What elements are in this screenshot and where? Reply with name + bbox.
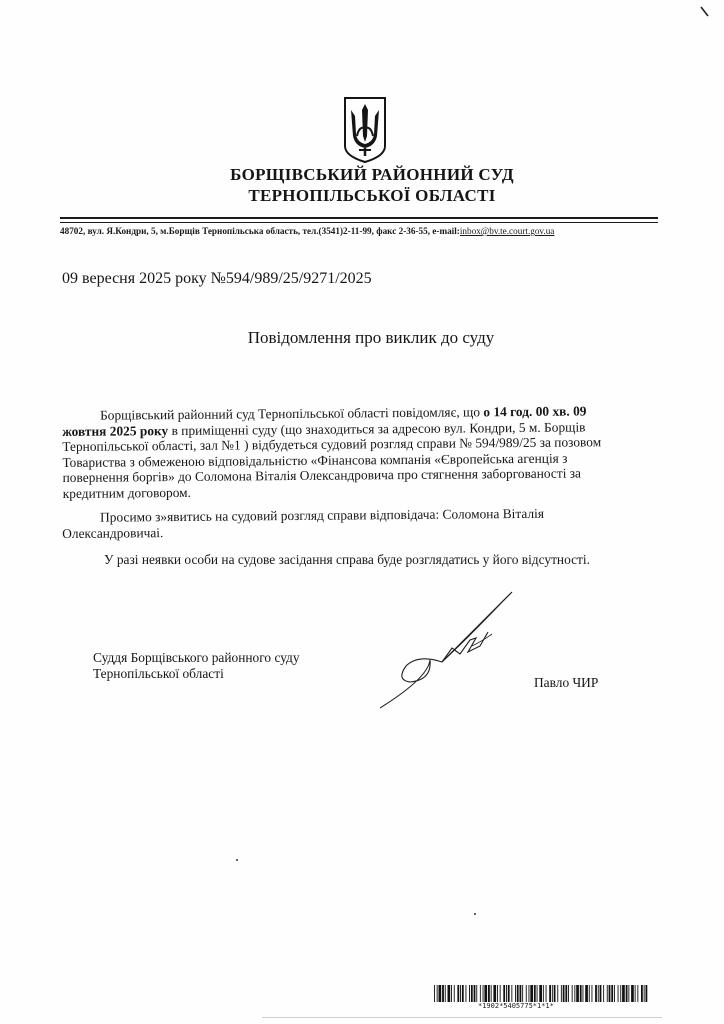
court-email-link[interactable]: inbox@bv.te.court.gov.ua xyxy=(459,226,555,236)
barcode-bar xyxy=(622,985,625,1002)
barcode-number: *1902*5405775*1*1* xyxy=(478,1002,554,1010)
barcode-bar xyxy=(522,985,523,1002)
paragraph-line: повернення боргів» до Соломона Віталія Олександровича про стягнення заборгованості за xyxy=(62,465,582,486)
court-name-line2: ТЕРНОПІЛЬСЬКОЇ ОБЛАСТІ xyxy=(248,186,496,205)
paragraph-text: в приміщенні суду (що знаходиться за адресою вул. Кондри, 5 м. Борщів xyxy=(168,419,586,438)
barcode-bar xyxy=(445,985,446,1002)
barcode-bar xyxy=(457,985,459,1002)
barcode-bar xyxy=(646,985,648,1002)
barcode-bar xyxy=(534,985,536,1002)
barcode-bar xyxy=(595,985,597,1002)
barcode-bar xyxy=(574,985,575,1002)
barcode-bar xyxy=(506,985,507,1002)
paragraph-text: Борщівський районний суд Тернопільської області повідомляє, що xyxy=(99,404,484,423)
barcode-bar xyxy=(483,985,484,1002)
barcode-bar xyxy=(439,985,442,1002)
judge-position-line: Тернопільської області xyxy=(93,666,224,681)
judge-position-line: Суддя Борщівського районного суду xyxy=(93,650,300,665)
scan-speck xyxy=(236,859,238,861)
barcode-bar xyxy=(546,985,547,1002)
barcode-bar xyxy=(614,985,615,1002)
barcode-bar xyxy=(603,985,604,1002)
barcode-bar xyxy=(641,985,643,1002)
barcode-bar xyxy=(497,985,498,1002)
barcode-bar xyxy=(543,985,544,1002)
barcode-bar xyxy=(451,985,452,1002)
handwritten-signature xyxy=(380,588,530,713)
barcode-bar xyxy=(631,985,634,1002)
barcode-bar xyxy=(563,985,565,1002)
barcode-bar xyxy=(462,985,464,1002)
barcode-bar xyxy=(434,985,435,1002)
absence-warning xyxy=(104,552,664,568)
barcode-bar xyxy=(611,985,613,1002)
paragraph-line: Товариства з обмеженою відповідальністю «Фінансова компанія «Європейська агенція з xyxy=(62,450,568,470)
barcode-bar xyxy=(517,985,519,1002)
barcode-bar xyxy=(508,985,510,1002)
court-name-line1: БОРЩІВСЬКИЙ РАЙОННИЙ СУД xyxy=(230,165,514,184)
barcode-bar xyxy=(476,985,477,1002)
barcode-bar xyxy=(529,985,530,1002)
barcode-bar xyxy=(520,985,522,1002)
barcode-bar xyxy=(561,985,562,1002)
court-address-text: 48702, вул. Я.Кондри, 5, м.Борщів Тернопільська область, тел.(3541)2-11-99, факс 2-36-55, e-mail: xyxy=(60,226,460,236)
summons-paragraph xyxy=(62,403,663,502)
barcode-bar xyxy=(635,985,636,1002)
barcode-bar xyxy=(466,985,467,1002)
barcode-bar xyxy=(539,985,542,1002)
barcode-bar xyxy=(552,985,553,1002)
barcode-bar xyxy=(618,985,619,1002)
barcode-bar xyxy=(469,985,470,1002)
barcode-bar xyxy=(565,985,567,1002)
paragraph-line: У разі неявки особи на судове засідання справа буде розглядатись у його відсутності. xyxy=(104,552,590,567)
document-title: Повідомлення про виклик до суду xyxy=(247,328,495,347)
scan-edge-line xyxy=(262,1017,662,1018)
barcode-bar xyxy=(491,985,492,1002)
judge-name: Павло ЧИР xyxy=(534,675,599,690)
barcode-bar xyxy=(609,985,611,1002)
barcode-bar xyxy=(585,985,588,1002)
barcode-bar xyxy=(557,985,558,1002)
header-rule-thick xyxy=(60,217,658,219)
barcode-bar xyxy=(589,985,590,1002)
barcode-bar xyxy=(600,985,602,1002)
barcode-bar xyxy=(549,985,551,1002)
hearing-date: жовтня 2025 року xyxy=(62,422,169,439)
barcode-bar xyxy=(607,985,608,1002)
barcode-bar xyxy=(592,985,593,1002)
barcode-bar xyxy=(437,985,438,1002)
barcode-bar xyxy=(460,985,461,1002)
barcode-bar xyxy=(530,985,533,1002)
barcode-bar xyxy=(620,985,621,1002)
document-date-number: 09 вересня 2025 року №594/989/25/9271/2025 xyxy=(62,270,372,287)
barcode-bar xyxy=(474,985,476,1002)
trident-emblem-icon xyxy=(341,96,389,164)
barcode-bar xyxy=(511,985,512,1002)
barcode-bar xyxy=(644,985,645,1002)
barcode-bar xyxy=(442,985,444,1002)
paragraph-line: кредитним договором. xyxy=(62,484,192,501)
paragraph-line: Тернопільської області, зал №1 ) відбудеться судовий розгляд справи № 594/989/25 за позовом xyxy=(62,434,602,455)
barcode-bar xyxy=(448,985,451,1002)
barcode-bar xyxy=(637,985,638,1002)
paragraph-line: Просимо з»явитись на судовий розгляд справи відповідача: Соломона Віталія xyxy=(99,505,545,525)
barcode-bar xyxy=(628,985,629,1002)
barcode-bar xyxy=(493,985,496,1002)
barcode-bar xyxy=(568,985,569,1002)
court-address xyxy=(60,226,660,236)
barcode-bar xyxy=(554,985,556,1002)
barcode-bar xyxy=(484,985,487,1002)
barcode-bar xyxy=(598,985,599,1002)
barcode-bar xyxy=(580,985,582,1002)
corner-mark xyxy=(700,6,710,18)
barcode-bar xyxy=(515,985,516,1002)
barcode-bar xyxy=(626,985,628,1002)
request-paragraph xyxy=(62,505,662,541)
barcode-bar xyxy=(537,985,538,1002)
judge-position xyxy=(93,650,300,682)
barcode-bar xyxy=(488,985,490,1002)
barcode-bar xyxy=(480,985,481,1002)
barcode-bar xyxy=(454,985,455,1002)
scan-speck xyxy=(474,913,476,915)
barcode-bar xyxy=(503,985,505,1002)
barcode-bar xyxy=(583,985,584,1002)
barcode-bar xyxy=(471,985,473,1002)
barcode xyxy=(434,985,649,1002)
barcode-bar xyxy=(526,985,527,1002)
barcode-bar xyxy=(500,985,501,1002)
barcode-bar xyxy=(572,985,573,1002)
hearing-time: о 14 год. 00 хв. 09 xyxy=(483,403,587,420)
barcode-bar xyxy=(576,985,579,1002)
paragraph-line: Олександровичаі. xyxy=(62,524,164,541)
header-rule-thin xyxy=(60,222,658,223)
